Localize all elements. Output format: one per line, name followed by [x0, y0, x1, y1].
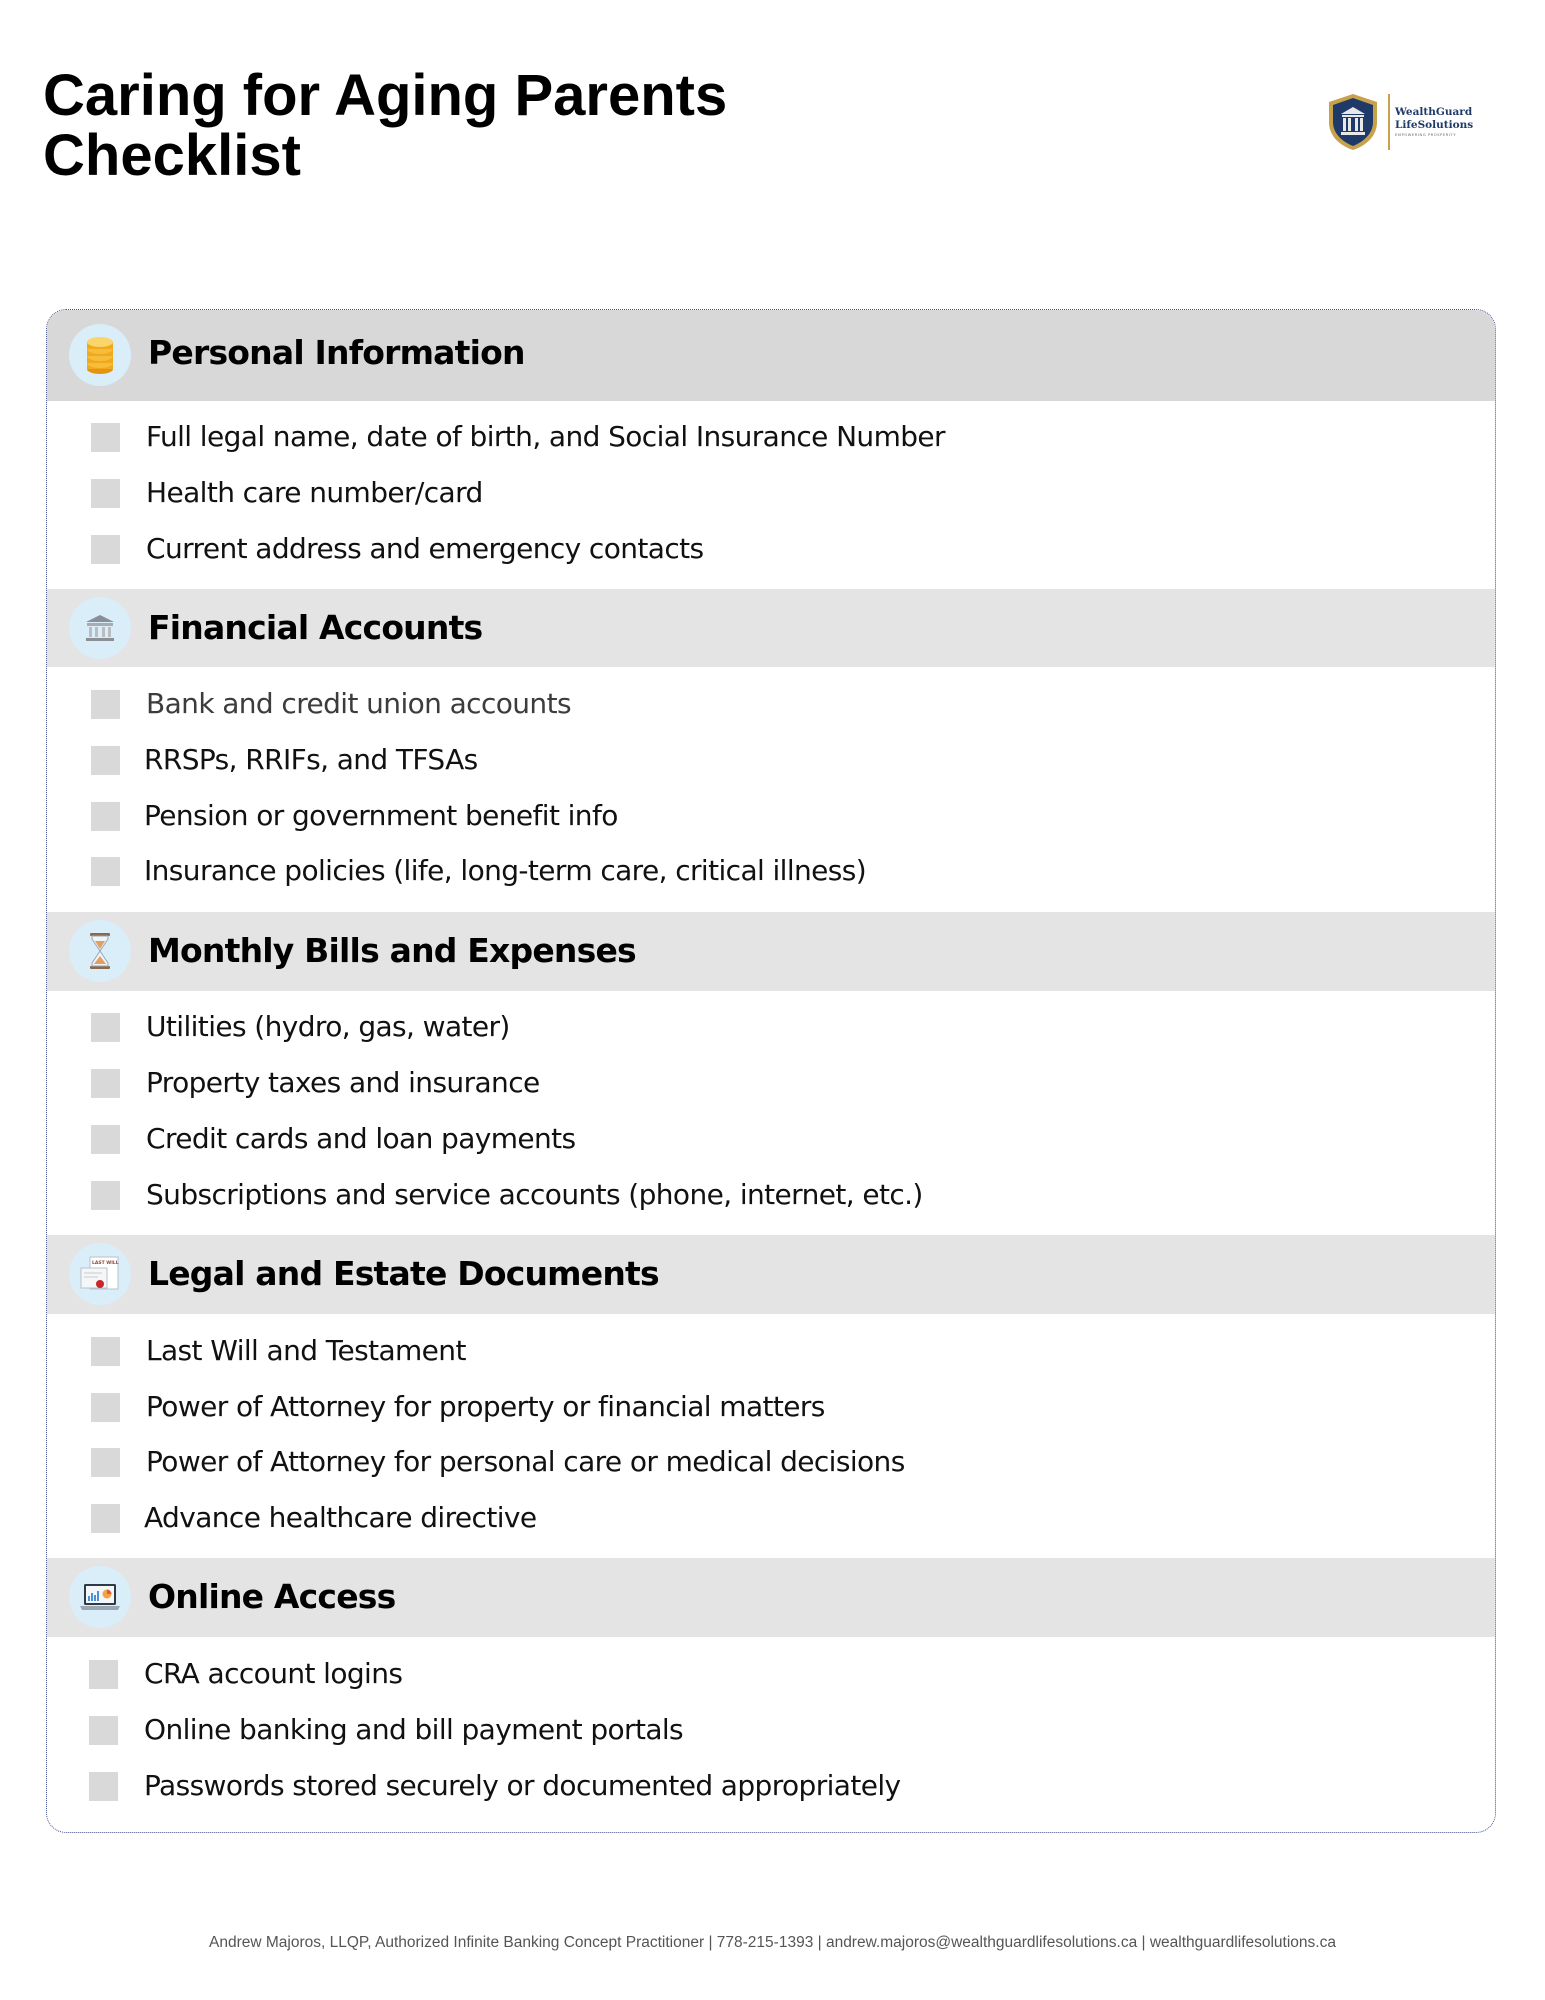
item-label: Pension or government benefit info [144, 799, 618, 832]
checkbox[interactable] [91, 1337, 120, 1366]
company-logo [1327, 92, 1487, 154]
checklist-item [91, 1119, 1391, 1159]
item-label: Power of Attorney for personal care or medical decisions [146, 1445, 905, 1478]
checklist-item [91, 1007, 1391, 1047]
checkbox[interactable] [91, 479, 120, 508]
item-label: CRA account logins [144, 1657, 403, 1690]
section-title: Personal Information [148, 333, 525, 372]
checkbox[interactable] [91, 857, 120, 886]
checkbox[interactable] [91, 746, 120, 775]
checkbox[interactable] [91, 690, 120, 719]
checklist-item [91, 1498, 1391, 1538]
hourglass-icon [69, 920, 131, 982]
checklist-item [91, 473, 1391, 513]
laptop-dashboard-icon [69, 1566, 131, 1628]
checkbox[interactable] [91, 1125, 120, 1154]
page-title-line-1: Caring for Aging Parents [43, 63, 728, 128]
bank-icon [69, 597, 131, 659]
logo-name-line-1: WealthGuard [1395, 106, 1473, 118]
item-label: Insurance policies (life, long-term care, critical illness) [144, 854, 867, 887]
checkbox[interactable] [89, 1660, 118, 1689]
item-label: RRSPs, RRIFs, and TFSAs [144, 743, 478, 776]
section-title: Legal and Estate Documents [148, 1254, 659, 1293]
item-label: Passwords stored securely or documented appropriately [144, 1769, 901, 1802]
item-label: Credit cards and loan payments [146, 1122, 576, 1155]
item-label: Power of Attorney for property or financial matters [146, 1390, 825, 1423]
checkbox[interactable] [91, 1393, 120, 1422]
footer-contact-line: Andrew Majoros, LLQP, Authorized Infinite Banking Concept Practitioner | 778-215-1393 | andrew.majoros@wealthguardlifesolutions.ca | wealthguardlifesolutions.ca [209, 1934, 1336, 1951]
checklist-item [91, 1175, 1391, 1215]
checkbox[interactable] [91, 1013, 120, 1042]
checkbox[interactable] [91, 802, 120, 831]
item-label: Subscriptions and service accounts (phone, internet, etc.) [146, 1178, 923, 1211]
section-header-monthly-bills [47, 912, 1495, 991]
checklist-item [91, 1387, 1391, 1427]
logo-divider [1388, 94, 1390, 150]
checklist-item [91, 1654, 1391, 1694]
checklist-item [91, 1710, 1391, 1750]
checklist-item [91, 417, 1391, 457]
item-label: Utilities (hydro, gas, water) [146, 1010, 510, 1043]
will-icon-text: LAST WILL [92, 1261, 119, 1266]
checklist-item [91, 851, 1391, 891]
item-label: Bank and credit union accounts [146, 687, 571, 720]
will-document-icon [69, 1243, 131, 1305]
page-title [43, 63, 728, 188]
checklist-item [91, 1442, 1391, 1482]
section-title: Online Access [148, 1577, 396, 1616]
checkbox[interactable] [91, 1069, 120, 1098]
item-label: Last Will and Testament [146, 1334, 466, 1367]
checkbox[interactable] [91, 1448, 120, 1477]
section-header-online-access [47, 1558, 1495, 1637]
item-label: Full legal name, date of birth, and Social Insurance Number [146, 420, 945, 453]
section-title: Monthly Bills and Expenses [148, 931, 636, 970]
item-label: Current address and emergency contacts [146, 532, 704, 565]
item-label: Property taxes and insurance [146, 1066, 540, 1099]
shield-logo-icon [1327, 92, 1379, 152]
item-label: Online banking and bill payment portals [144, 1713, 684, 1746]
checklist-item [91, 1766, 1391, 1806]
section-header-financial-accounts [47, 589, 1495, 667]
logo-tagline: EMPOWERING PROSPERITY [1395, 133, 1457, 137]
checkbox[interactable] [91, 1504, 120, 1533]
item-label: Health care number/card [146, 476, 483, 509]
checklist-item [91, 1063, 1391, 1103]
checklist-item [91, 1331, 1391, 1371]
checkbox[interactable] [89, 1716, 118, 1745]
section-header-legal-estate [47, 1235, 1495, 1314]
coins-icon [69, 324, 131, 386]
section-header-personal-information [47, 310, 1495, 401]
checkbox[interactable] [91, 423, 120, 452]
checkbox[interactable] [91, 535, 120, 564]
section-title: Financial Accounts [148, 608, 483, 647]
logo-name-line-2: LifeSolutions [1395, 119, 1474, 131]
checklist-card [46, 309, 1496, 1833]
checkbox[interactable] [91, 1181, 120, 1210]
checklist-item [91, 740, 1391, 780]
checklist-item [91, 529, 1391, 569]
checklist-item [91, 684, 1391, 724]
page-title-line-2: Checklist [43, 123, 301, 188]
checkbox[interactable] [89, 1772, 118, 1801]
item-label: Advance healthcare directive [144, 1501, 537, 1534]
checklist-item [91, 796, 1391, 836]
